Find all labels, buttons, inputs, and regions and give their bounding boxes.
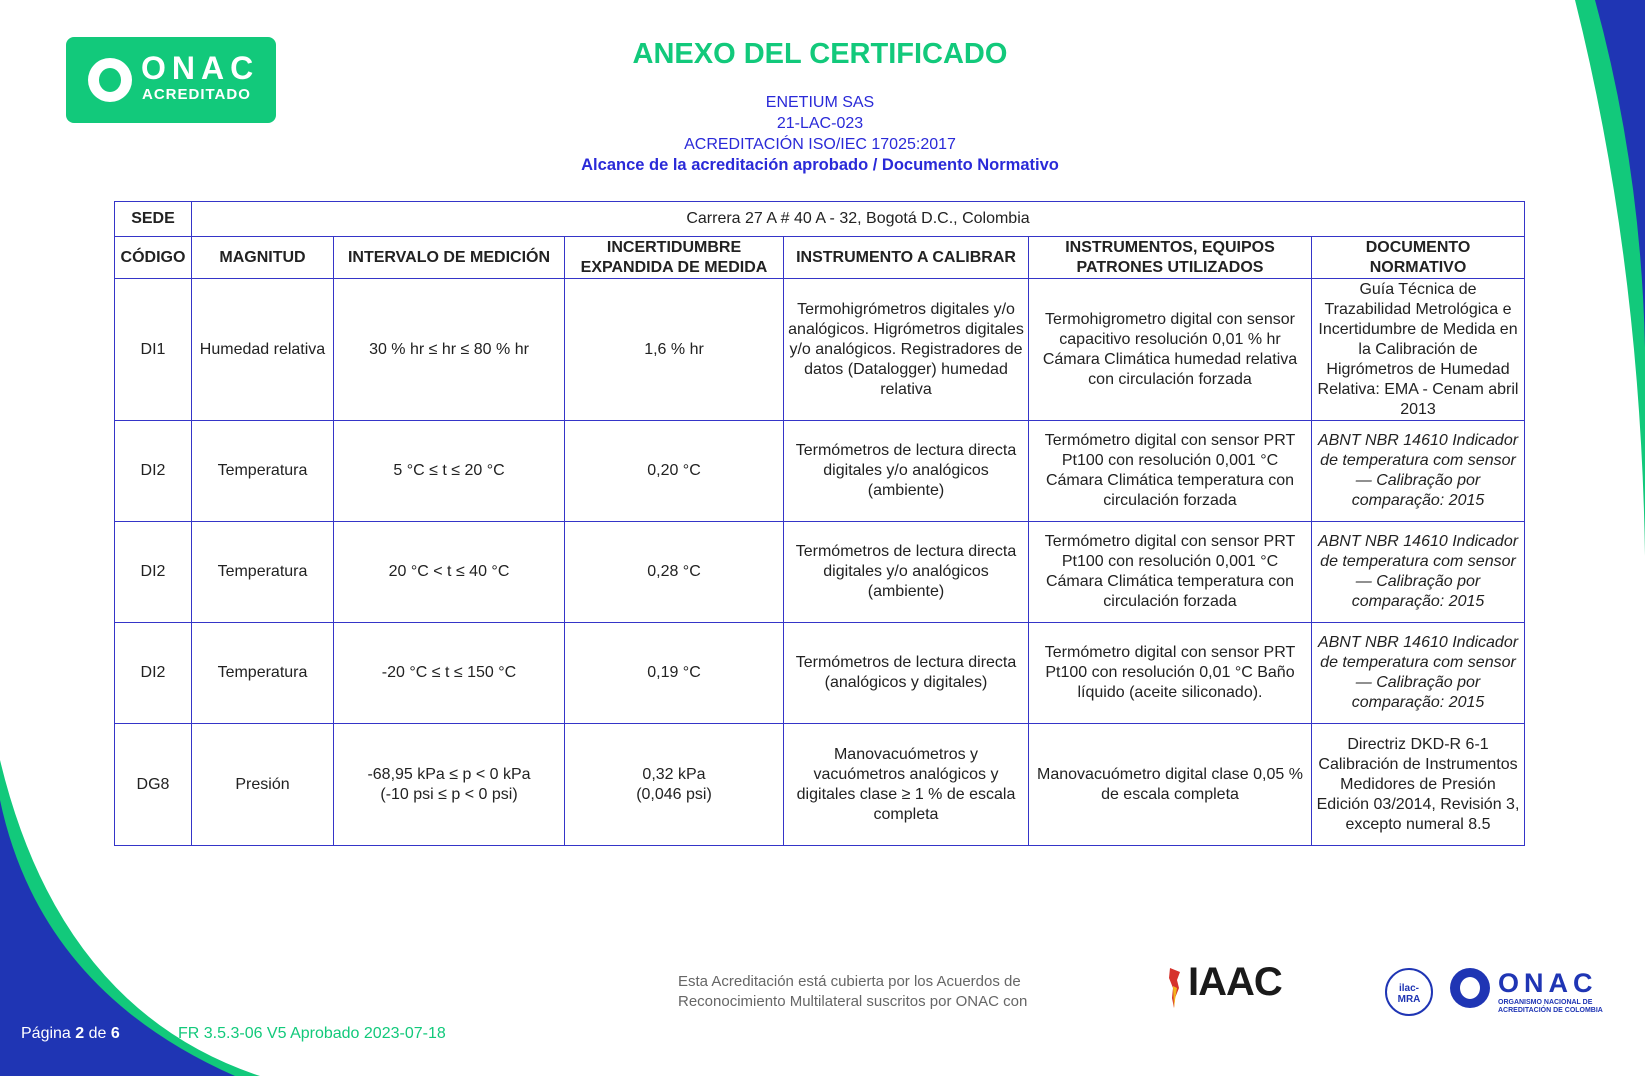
table-row [115,279,1525,421]
table-row [115,724,1525,846]
uncertainty-line-psi: (0,046 psi) [636,785,712,803]
header-cell-range: INTERVALO DE MEDICIÓN [334,237,565,279]
cell-range: 30 % hr ≤ hr ≤ 80 % hr [334,279,565,421]
page-number [21,1025,120,1043]
ilac-logo-word: ilac-MRA [1397,983,1421,1005]
cell-uncertainty [565,724,784,846]
sede-label: SEDE [115,202,192,237]
range-line-psi: (-10 psi ≤ p < 0 psi) [380,785,518,803]
cell-document: Directriz DKD-R 6-1 Calibración de Instrumentos Medidores de Presión Edición 03/2014, Revisión 3, excepto numeral 8.5 [1312,724,1525,846]
cell-document: ABNT NBR 14610 Indicador de temperatura com sensor — Calibração por comparação: 2015 [1312,522,1525,623]
cell-document: Guía Técnica de Trazabilidad Metrológica e Incertidumbre de Medida en la Calibración de Higrómetros de Humedad Relativa: EMA - Cenam abril 2013 [1312,279,1525,421]
header-row [115,237,1525,279]
accreditation-code: 21-LAC-023 [776,115,864,132]
cell-magnitude: Humedad relativa [192,279,334,421]
onac-logo-subtitle: ACREDITADO [142,86,251,103]
cell-code: DI1 [115,279,192,421]
cell-equipment: Termómetro digital con sensor PRT Pt100 con resolución 0,001 °C Cámara Climática temperatura con circulación forzada [1029,421,1312,522]
header-cell-equipment: INSTRUMENTOS, EQUIPOS PATRONES UTILIZADOS [1029,237,1312,279]
cell-code: DI2 [115,421,192,522]
cell-instrument: Termómetros de lectura directa digitales y/o analógicos (ambiente) [784,522,1029,623]
iaac-map-icon [1168,966,1182,1010]
table-row [115,421,1525,522]
sede-value: Carrera 27 A # 40 A - 32, Bogotá D.C., Colombia [192,202,1525,237]
company-name: ENETIUM SAS [765,94,875,111]
table-row [115,623,1525,724]
onac-logo-icon [88,58,132,102]
cell-uncertainty: 0,19 °C [565,623,784,724]
cell-instrument: Manovacuómetros y vacuómetros analógicos y digitales clase ≥ 1 % de escala completa [784,724,1029,846]
cell-uncertainty: 1,6 % hr [565,279,784,421]
coverage-line-1: Esta Acreditación está cubierta por los Acuerdos de [678,973,1021,990]
uncertainty-line-kpa: 0,32 kPa [642,765,706,783]
range-line-kpa: -68,95 kPa ≤ p < 0 kPa [367,765,531,783]
onac-accredited-logo [66,37,276,123]
header-cell-code: CÓDIGO [115,237,192,279]
header-cell-magnitude: MAGNITUD [192,237,334,279]
cell-range [334,724,565,846]
agreement-coverage-text [678,972,1027,1012]
accreditation-standard: ACREDITACIÓN ISO/IEC 17025:2017 [684,136,956,153]
cell-code: DI2 [115,522,192,623]
onac-footer-logo-subtitle: ORGANISMO NACIONAL DE ACREDITACIÓN DE COLOMBIA [1498,999,1603,1014]
cell-instrument: Termómetros de lectura directa digitales y/o analógicos (ambiente) [784,421,1029,522]
table-row [115,522,1525,623]
ilac-mra-logo [1385,968,1433,1016]
onac-footer-logo-word: ONAC [1498,968,1598,998]
header-cell-instrument: INSTRUMENTO A CALIBRAR [784,237,1029,279]
page-current: 2 [75,1025,85,1042]
onac-footer-logo-icon [1450,968,1490,1008]
page-prefix: Página [21,1025,71,1042]
cell-instrument: Termohigrómetros digitales y/o analógicos. Higrómetros digitales y/o analógicos. Registradores de datos (Datalogger) humedad relativa [784,279,1029,421]
iaac-logo-word: IAAC [1188,960,1282,1004]
header-cell-uncertainty: INCERTIDUMBRE EXPANDIDA DE MEDIDA [565,237,784,279]
cell-magnitude: Presión [192,724,334,846]
sede-row [115,202,1525,237]
cell-range: 5 °C ≤ t ≤ 20 °C [334,421,565,522]
cell-range: 20 °C < t ≤ 40 °C [334,522,565,623]
header-cell-document: DOCUMENTO NORMATIVO [1312,237,1525,279]
cell-document: ABNT NBR 14610 Indicador de temperatura com sensor — Calibração por comparação: 2015 [1312,421,1525,522]
page-total: 6 [110,1025,120,1042]
document-title: ANEXO DEL CERTIFICADO [632,38,1008,70]
scope-subtitle: Alcance de la acreditación aprobado / Documento Normativo [581,156,1059,174]
cell-magnitude: Temperatura [192,522,334,623]
cell-equipment: Termómetro digital con sensor PRT Pt100 con resolución 0,01 °C Baño líquido (aceite siliconado). [1029,623,1312,724]
cell-equipment: Termohigrometro digital con sensor capacitivo resolución 0,01 % hr Cámara Climática humedad relativa con circulación forzada [1029,279,1312,421]
cell-magnitude: Temperatura [192,421,334,522]
cell-instrument: Termómetros de lectura directa (analógicos y digitales) [784,623,1029,724]
cell-uncertainty: 0,28 °C [565,522,784,623]
cell-code: DG8 [115,724,192,846]
accreditation-scope-table [114,201,1525,846]
cell-magnitude: Temperatura [192,623,334,724]
page-of: de [88,1025,107,1042]
cell-equipment: Manovacuómetro digital clase 0,05 % de escala completa [1029,724,1312,846]
cell-uncertainty: 0,20 °C [565,421,784,522]
cell-range: -20 °C ≤ t ≤ 150 °C [334,623,565,724]
cell-document: ABNT NBR 14610 Indicador de temperatura com sensor — Calibração por comparação: 2015 [1312,623,1525,724]
onac-footer-logo [1450,966,1603,1016]
iaac-logo [1166,960,1291,1014]
cell-equipment: Termómetro digital con sensor PRT Pt100 con resolución 0,001 °C Cámara Climática temperatura con circulación forzada [1029,522,1312,623]
cell-code: DI2 [115,623,192,724]
form-code: FR 3.5.3-06 V5 Aprobado 2023-07-18 [178,1025,446,1042]
onac-logo-word: ONAC [141,50,260,86]
coverage-line-2: Reconocimiento Multilateral suscritos por ONAC con [678,993,1028,1010]
